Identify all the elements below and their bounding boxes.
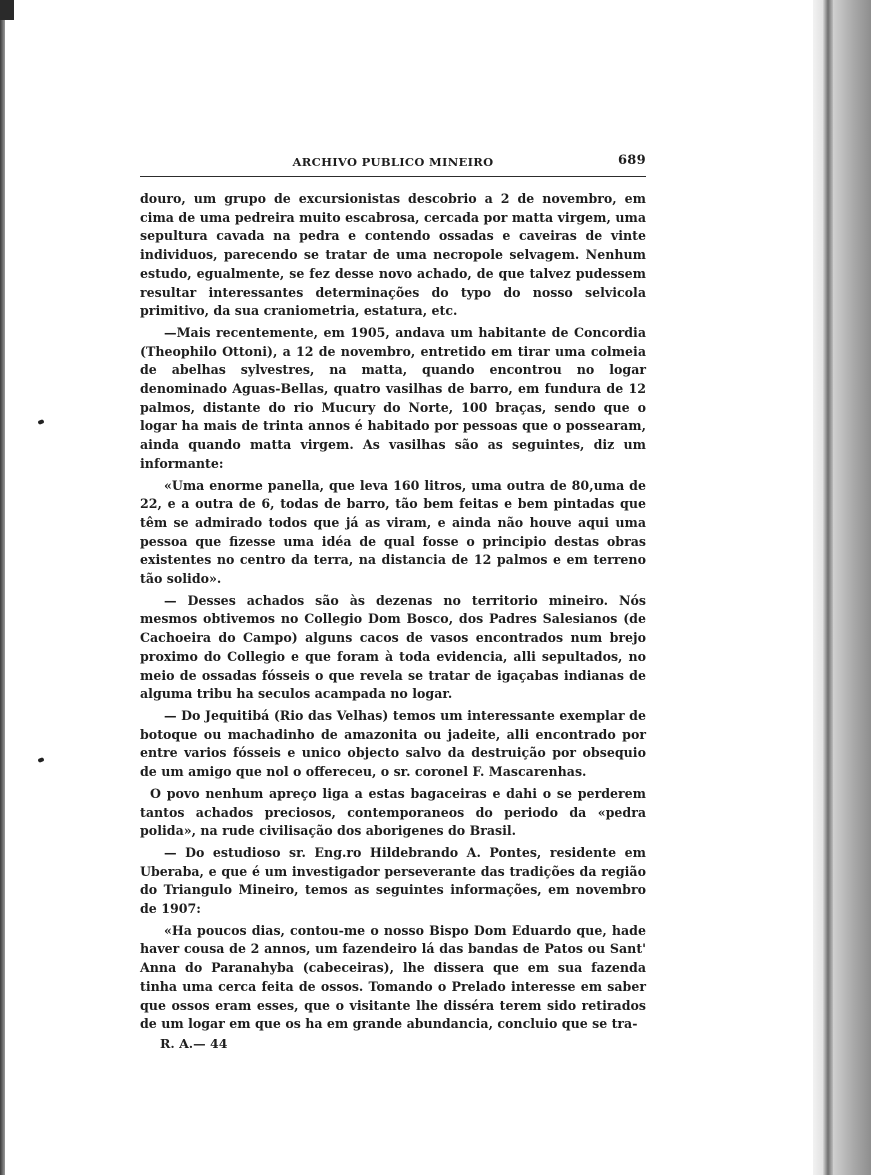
header-rule — [140, 176, 646, 177]
paragraph: O povo nenhum apreço liga a estas bagaceiras e dahi o se perderem tantos achados preciosos, contemporaneos do periodo da «pedra polida», na rude civilisação dos aborigenes do Brasil. — [140, 785, 646, 839]
scan-right-edge — [813, 0, 871, 1175]
paragraph: — Desses achados são às dezenas no territorio mineiro. Nós mesmos obtivemos no Collegio Dom Bosco, dos Padres Salesianos (de Cachoeira do Campo) alguns cacos de vasos encontrados num brejo proximo do Collegio e que foram à toda evidencia, alli sepultados, no meio de ossadas fósseis o que revela se tratar de igaçabas indianas de alguma tribu ha seculos acampada no logar. — [140, 592, 646, 702]
paragraph: — Do Jequitibá (Rio das Velhas) temos um interessante exemplar de botoque ou machadinho de amazonita ou jadeite, alli encontrado por entre varios fósseis e unico objecto salvo da destruição por obsequio de um amigo que nol o offereceu, o sr. coronel F. Mascarenhas. — [140, 707, 646, 780]
running-title: ARCHIVO PUBLICO MINEIRO — [292, 155, 494, 169]
scan-left-edge — [0, 0, 5, 1175]
paragraph: «Ha poucos dias, contou-me o nosso Bispo Dom Eduardo que, hade haver cousa de 2 annos, um fazendeiro lá das bandas de Patos ou Sant' Anna do Paranahyba (cabeceiras), lhe dissera que em sua fazenda tinha uma cerca feita de ossos. Tomando o Prelado interesse em saber que ossos eram esses, que o visitante lhe disséra terem sido retirados de um logar em que os ha em grande abundancia, concluio que se tra- — [140, 922, 646, 1032]
margin-mark — [37, 419, 44, 425]
paragraph: — Do estudioso sr. Eng.ro Hildebrando A. Pontes, residente em Uberaba, e que é um investigador perseverante das tradições da região do Triangulo Mineiro, temos as seguintes informações, em novembro de 1907: — [140, 844, 646, 917]
scan-corner-mark — [0, 0, 14, 20]
margin-mark — [37, 757, 44, 763]
paragraph: «Uma enorme panella, que leva 160 litros, uma outra de 80,uma de 22, e a outra de 6, todas de barro, tão bem feitas e bem pintadas que têm se admirado todos que já as viram, e ainda não houve aqui uma pessoa que fizesse uma idéa de qual fosse o principio destas obras existentes no centro da terra, na distancia de 12 palmos e em terreno tão solido». — [140, 477, 646, 587]
page-number: 689 — [617, 153, 646, 168]
scan-right-fold-shadow — [823, 0, 833, 1175]
paragraph: douro, um grupo de excursionistas descobrio a 2 de novembro, em cima de uma pedreira muito escabrosa, cercada por matta virgem, uma sepultura cavada na pedra e contendo ossadas e caveiras de vinte individuos, parecendo se tratar de uma necropole selvagem. Nenhum estudo, egualmente, se fez desse novo achado, de que talvez pudessem resultar interessantes determinações do typo do nosso selvicola primitivo, da sua craniometria, estatura, etc. — [140, 191, 646, 319]
page-body — [140, 190, 646, 1034]
page-header — [140, 150, 646, 178]
paragraph: —Mais recentemente, em 1905, andava um habitante de Concordia (Theophilo Ottoni), a 12 de novembro, entretido em tirar uma colmeia de abelhas sylvestres, na matta, quando encontrou no logar denominado Aguas-Bellas, quatro vasilhas de barro, em fundura de 12 palmos, distante do rio Mucury do Norte, 100 braças, sendo que o logar ha mais de trinta annos é habitado por pessoas que o possearam, ainda quando matta virgem. As vasilhas são as seguintes, diz um informante: — [140, 324, 646, 471]
book-page — [140, 150, 646, 1051]
signature-mark: R. A.— 44 — [160, 1035, 228, 1051]
